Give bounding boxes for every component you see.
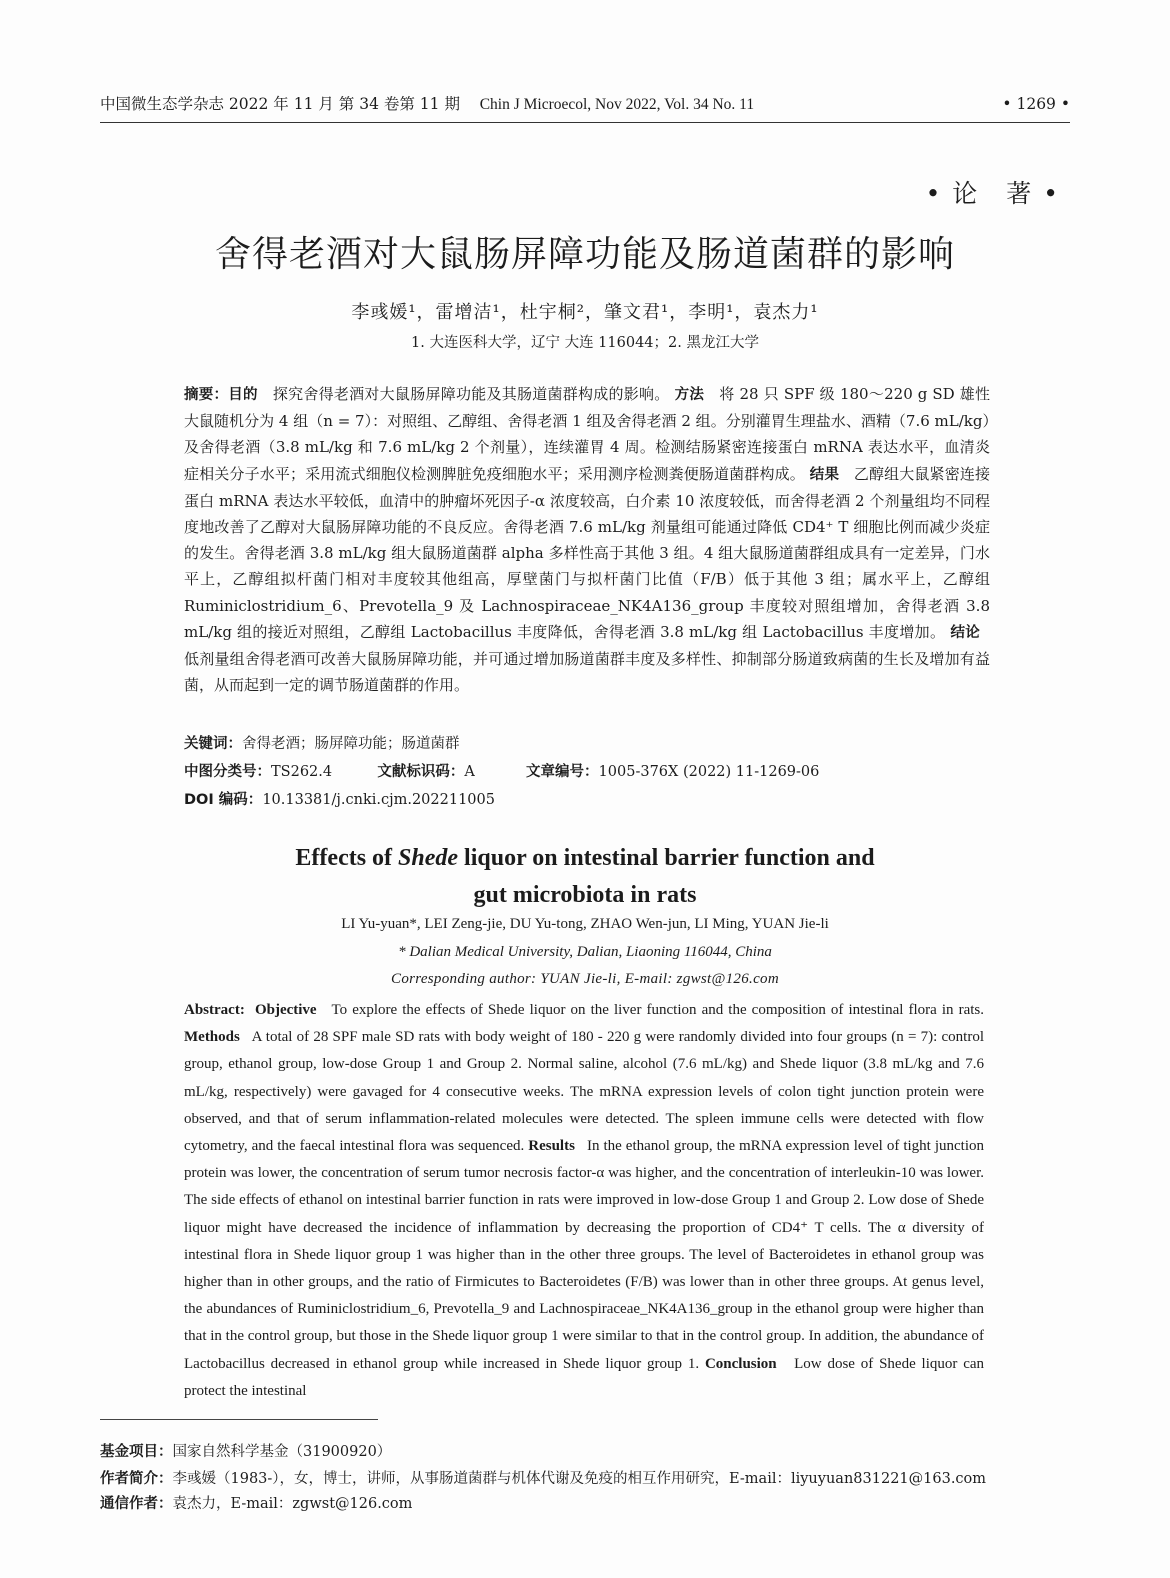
keywords-text: 舍得老酒；肠屏障功能；肠道菌群 (242, 736, 460, 752)
en-conclusion-label: Conclusion (704, 1355, 777, 1372)
corr-label: 通信作者： (100, 1496, 173, 1512)
footnote-fund (100, 1440, 1080, 1461)
en-title-line2: gut microbiota in rats (473, 882, 697, 908)
doi-label: DOI 编码： (184, 792, 263, 808)
en-title (0, 840, 1170, 914)
cn-results-label: 结果 (809, 466, 840, 483)
cn-affiliation: 1. 大连医科大学，辽宁 大连 116044；2. 黑龙江大学 (411, 335, 759, 351)
page-number: • 1269 • (1002, 95, 1070, 113)
en-title-italic: Shede (398, 845, 459, 871)
en-affiliation: * Dalian Medical University, Dalian, Liaoning 116044, China (398, 944, 772, 960)
en-corresponding: Corresponding author: YUAN Jie-li, E-mail: zgwst@126.com (391, 971, 779, 987)
keywords-label: 关键词： (184, 736, 242, 752)
fund-text: 国家自然科学基金（31900920） (172, 1444, 392, 1460)
en-abstract (184, 997, 984, 1405)
cn-objective-label: 目的 (228, 387, 258, 403)
cn-title: 舍得老酒对大鼠肠屏障功能及肠道菌群的影响 (214, 234, 955, 275)
clc-value: TS262.4 (271, 764, 333, 780)
en-title-line1: Effects of Shede liquor on intestinal barrier function and (295, 845, 875, 871)
footnote-corresponding (100, 1492, 1080, 1513)
footnote-rule (100, 1419, 378, 1420)
cn-classification (184, 760, 990, 781)
cn-doi (184, 788, 990, 809)
journal-cn: 中国微生态学杂志 2022 年 11 月 第 34 卷第 11 期 (100, 95, 460, 113)
cn-conclusion-text: 低剂量组舍得老酒可改善大鼠肠屏障功能，并可通过增加肠道菌群丰度及多样性、抑制部分肠道致病菌的生长及增加有益菌，从而起到一定的调节肠道菌群的作用。 (184, 650, 990, 695)
cn-results-text: 乙醇组大鼠紧密连接蛋白 mRNA 表达水平较低，血清中的肿瘤坏死因子-α 浓度较高，白介素 10 浓度较低，而舍得老酒 2 个剂量组均不同程度地改善了乙醇对大鼠肠屏障功能的不良反应。舍得老酒 7.6 mL/kg 剂量组可能通过降低 CD4⁺ T 细胞比例而减少炎症的发生。舍得老酒 3.8 mL/kg 组大鼠肠道菌群 alpha 多样性高于其他 3 组。4 组大鼠肠道菌群组成具有一定差异，门水平上，乙醇组拟杆菌门相对丰度较其他组高，厚壁菌门与拟杆菌门比值（F/B）低于其他 3 组；属水平上，乙醇组 Ruminiclostridium_6、Prevotella_9 及 Lachnospiraceae_NK4A136_group 丰度较对照组增加，舍得老酒 3.8 mL/kg 组的接近对照组，乙醇组 Lactobacillus 丰度降低，舍得老酒 3.8 mL/kg 组 Lactobacillus 丰度增加。 (184, 464, 990, 641)
cn-abstract-label: 摘要： (184, 387, 229, 403)
cn-methods-text: 将 28 只 SPF 级 180～220 g SD 雄性大鼠随机分为 4 组（n = 7）：对照组、乙醇组、舍得老酒 1 组及舍得老酒 2 组。分别灌胃生理盐水、酒精（7.6 mL/kg）及舍得老酒（3.8 mL/kg 和 7.6 mL/kg 2 个剂量），连续灌胃 4 周。检测结肠紧密连接蛋白 mRNA 表达水平，血清炎症相关分子水平；采用流式细胞仪检测脾脏免疫细胞水平；采用测序检测粪便肠道菌群构成。 (184, 385, 990, 483)
en-objective-label: Objective (254, 1002, 317, 1018)
author-bio-label: 作者简介： (100, 1471, 173, 1487)
cn-authors: 李彧媛¹，雷增洁¹，杜宇桐²，肇文君¹，李明¹，袁杰力¹ (351, 302, 819, 323)
clc-label: 中图分类号： (184, 764, 271, 780)
en-abstract-label: Abstract: (184, 1002, 245, 1018)
en-results-text: In the ethanol group, the mRNA expression level of tight junction protein was lower, the concentration of serum tumor necrosis factor-α was higher, and the concentration of interleukin-10 was lower. The side effects of ethanol on intestinal barrier function in rats were improved in low-dose Group 1 and Group 2. Low dose of Shede liquor might have decreased the incidence of inflammation by decreasing the proportion of CD4⁺ T cells. The α diversity of intestinal flora in Shede liquor group 1 was higher than in the other three groups. The level of Bacteroidetes in ethanol group was higher than in other groups, and the ratio of Firmicutes to Bacteroidetes (F/B) was lower than in other three groups. At genus level, the abundances of Ruminiclostridium_6, Prevotella_9 and Lachnospiraceae_NK4A136_group in the ethanol group were higher than that in the control group, but those in the Shede liquor group 1 were similar to that in the control group. In addition, the abundance of Lactobacillus decreased in ethanol group while increased in Shede liquor group 1. (184, 1138, 985, 1372)
running-header (100, 92, 1070, 117)
en-methods-text: A total of 28 SPF male SD rats with body weight of 180 - 220 g were randomly divided into four groups (n = 7): control group, ethanol group, low-dose Group 1 and Group 2. Normal saline, alcohol (7.6 mL/kg) and Shede liquor (3.8 mL/kg and 7.6 mL/kg, respectively) were gavaged for 4 consecutive weeks. The mRNA expression levels of colon tight junction protein were observed, and that of serum inflammation-related molecules were detected. The spleen immune cells were detected with flow cytometry, and the faecal intestinal flora was sequenced. (184, 1029, 984, 1155)
doccode-value: A (464, 764, 475, 780)
author-bio-text: 李彧媛（1983-），女，博士，讲师，从事肠道菌群与机体代谢及免疫的相互作用研究，E-mail：liyuyuan831221@163.com (172, 1471, 987, 1487)
en-conclusion-text: Low dose of Shede liquor can protect the intestinal (184, 1355, 985, 1399)
doi-value: 10.13381/j.cnki.cjm.202211005 (262, 792, 495, 808)
cn-keywords (184, 732, 990, 753)
articleno-label: 文章编号： (526, 764, 599, 780)
cn-conclusion-label: 结论 (950, 624, 981, 641)
cn-abstract (184, 381, 990, 698)
en-methods-label: Methods (184, 1029, 240, 1046)
cn-objective-text: 探究舍得老酒对大鼠肠屏障功能及其肠道菌群构成的影响。 (272, 385, 670, 403)
fund-label: 基金项目： (100, 1444, 173, 1460)
section-label: • 论 著 • (925, 179, 1060, 208)
header-rule (100, 122, 1070, 123)
cn-methods-label: 方法 (674, 387, 705, 403)
journal-en: Chin J Microecol, Nov 2022, Vol. 34 No. 11 (479, 96, 755, 113)
doccode-label: 文献标识码： (377, 764, 465, 780)
en-objective-text: To explore the effects of Shede liquor on the liver function and the composition of intestinal flora in rats. (331, 1002, 985, 1018)
articleno-value: 1005-376X (2022) 11-1269-06 (598, 764, 820, 780)
en-results-label: Results (528, 1138, 575, 1155)
corr-text: 袁杰力，E-mail：zgwst@126.com (172, 1496, 413, 1512)
en-authors: LI Yu-yuan*, LEI Zeng-jie, DU Yu-tong, ZHAO Wen-jun, LI Ming, YUAN Jie-li (341, 916, 829, 932)
footnote-author (100, 1467, 1080, 1488)
